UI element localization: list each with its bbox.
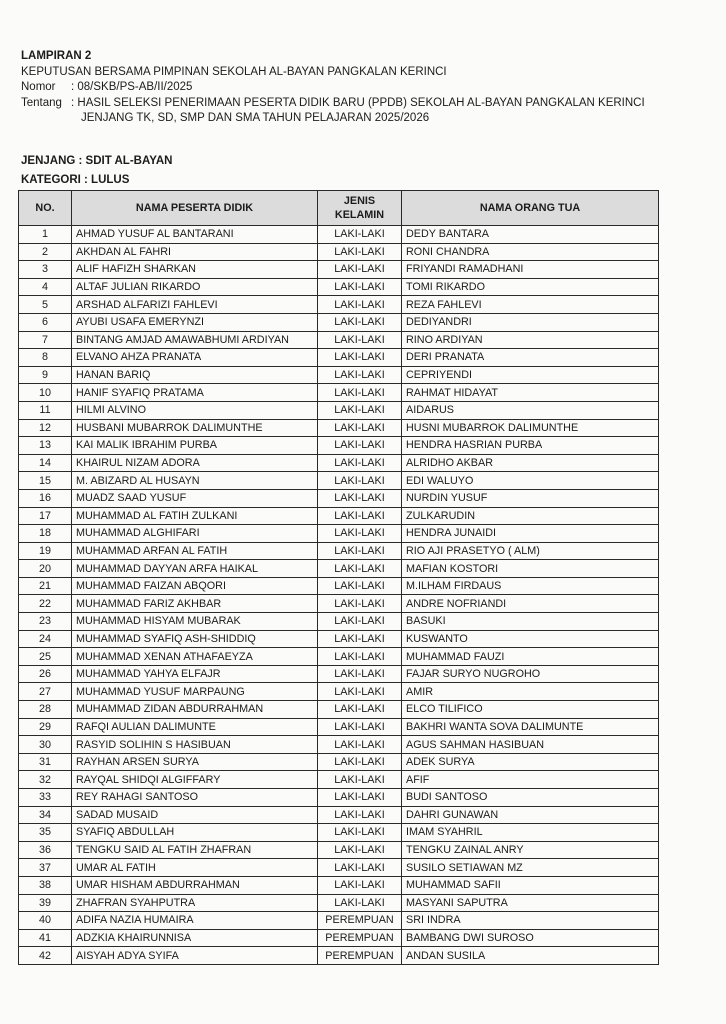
cell-nama-peserta: HANAN BARIQ — [72, 366, 318, 384]
nomor-label: Nomor — [21, 81, 56, 94]
table-row — [19, 349, 659, 367]
cell-nama-orang-tua: TENGKU ZAINAL ANRY — [402, 841, 659, 859]
cell-jenis-kelamin: LAKI-LAKI — [318, 331, 402, 349]
cell-no: 40 — [19, 912, 72, 930]
cell-nama-orang-tua: HENDRA HASRIAN PURBA — [402, 437, 659, 455]
cell-no: 39 — [19, 894, 72, 912]
table-row — [19, 736, 659, 754]
cell-no: 37 — [19, 859, 72, 877]
table-row — [19, 718, 659, 736]
cell-jenis-kelamin: LAKI-LAKI — [318, 665, 402, 683]
cell-nama-orang-tua: BUDI SANTOSO — [402, 789, 659, 807]
cell-jenis-kelamin: LAKI-LAKI — [318, 701, 402, 719]
cell-no: 35 — [19, 824, 72, 842]
cell-jenis-kelamin: LAKI-LAKI — [318, 261, 402, 279]
cell-no: 3 — [19, 261, 72, 279]
table-row — [19, 894, 659, 912]
cell-nama-orang-tua: ELCO TILIFICO — [402, 701, 659, 719]
table-row — [19, 683, 659, 701]
cell-no: 17 — [19, 507, 72, 525]
cell-jenis-kelamin: LAKI-LAKI — [318, 648, 402, 666]
cell-jenis-kelamin: LAKI-LAKI — [318, 419, 402, 437]
table-row — [19, 366, 659, 384]
cell-no: 16 — [19, 489, 72, 507]
cell-nama-peserta: MUHAMMAD FAIZAN ABQORI — [72, 577, 318, 595]
kategori-label: KATEGORI : LULUS — [21, 174, 130, 186]
table-row — [19, 648, 659, 666]
cell-no: 5 — [19, 296, 72, 314]
cell-no: 36 — [19, 841, 72, 859]
cell-nama-peserta: REY RAHAGI SANTOSO — [72, 789, 318, 807]
cell-nama-peserta: AKHDAN AL FAHRI — [72, 243, 318, 261]
table-row — [19, 472, 659, 490]
cell-nama-orang-tua: SRI INDRA — [402, 912, 659, 930]
cell-nama-peserta: MUHAMMAD XENAN ATHAFAEYZA — [72, 648, 318, 666]
cell-nama-peserta: ZHAFRAN SYAHPUTRA — [72, 894, 318, 912]
cell-nama-peserta: MUHAMMAD YUSUF MARPAUNG — [72, 683, 318, 701]
cell-nama-peserta: HUSBANI MUBARROK DALIMUNTHE — [72, 419, 318, 437]
table-row — [19, 824, 659, 842]
cell-nama-peserta: MUHAMMAD YAHYA ELFAJR — [72, 665, 318, 683]
cell-nama-orang-tua: NURDIN YUSUF — [402, 489, 659, 507]
table-row — [19, 507, 659, 525]
cell-nama-orang-tua: BAMBANG DWI SUROSO — [402, 929, 659, 947]
cell-jenis-kelamin: LAKI-LAKI — [318, 296, 402, 314]
cell-nama-peserta: AYUBI USAFA EMERYNZI — [72, 313, 318, 331]
cell-nama-peserta: M. ABIZARD AL HUSAYN — [72, 472, 318, 490]
cell-no: 32 — [19, 771, 72, 789]
cell-nama-peserta: HANIF SYAFIQ PRATAMA — [72, 384, 318, 402]
cell-jenis-kelamin: LAKI-LAKI — [318, 753, 402, 771]
cell-nama-peserta: MUHAMMAD HISYAM MUBARAK — [72, 613, 318, 631]
cell-nama-orang-tua: RIO AJI PRASETYO ( ALM) — [402, 542, 659, 560]
cell-jenis-kelamin: LAKI-LAKI — [318, 226, 402, 244]
cell-jenis-kelamin: LAKI-LAKI — [318, 507, 402, 525]
cell-nama-orang-tua: FRIYANDI RAMADHANI — [402, 261, 659, 279]
cell-jenis-kelamin: LAKI-LAKI — [318, 736, 402, 754]
nomor-row — [21, 80, 645, 96]
table-row — [19, 771, 659, 789]
cell-nama-orang-tua: EDI WALUYO — [402, 472, 659, 490]
cell-jenis-kelamin: LAKI-LAKI — [318, 313, 402, 331]
cell-nama-peserta: MUHAMMAD AL FATIH ZULKANI — [72, 507, 318, 525]
table-row — [19, 789, 659, 807]
cell-no: 14 — [19, 454, 72, 472]
cell-nama-peserta: RAYHAN ARSEN SURYA — [72, 753, 318, 771]
cell-nama-peserta: BINTANG AMJAD AMAWABHUMI ARDIYAN — [72, 331, 318, 349]
cell-no: 30 — [19, 736, 72, 754]
cell-nama-orang-tua: ALRIDHO AKBAR — [402, 454, 659, 472]
cell-no: 27 — [19, 683, 72, 701]
cell-nama-peserta: RASYID SOLIHIN S HASIBUAN — [72, 736, 318, 754]
table-row — [19, 929, 659, 947]
cell-no: 9 — [19, 366, 72, 384]
cell-nama-peserta: AHMAD YUSUF AL BANTARANI — [72, 226, 318, 244]
cell-jenis-kelamin: LAKI-LAKI — [318, 384, 402, 402]
cell-nama-orang-tua: MUHAMMAD SAFII — [402, 876, 659, 894]
cell-nama-peserta: ARSHAD ALFARIZI FAHLEVI — [72, 296, 318, 314]
cell-no: 6 — [19, 313, 72, 331]
cell-nama-orang-tua: IMAM SYAHRIL — [402, 824, 659, 842]
cell-nama-orang-tua: ZULKARUDIN — [402, 507, 659, 525]
cell-jenis-kelamin: LAKI-LAKI — [318, 630, 402, 648]
cell-nama-peserta: SADAD MUSAID — [72, 806, 318, 824]
cell-nama-orang-tua: FAJAR SURYO NUGROHO — [402, 665, 659, 683]
cell-nama-peserta: MUHAMMAD SYAFIQ ASH-SHIDDIQ — [72, 630, 318, 648]
table-row — [19, 313, 659, 331]
cell-nama-orang-tua: TOMI RIKARDO — [402, 278, 659, 296]
cell-jenis-kelamin: PEREMPUAN — [318, 929, 402, 947]
cell-no: 20 — [19, 560, 72, 578]
cell-nama-orang-tua: MASYANI SAPUTRA — [402, 894, 659, 912]
table-row — [19, 401, 659, 419]
cell-nama-peserta: UMAR HISHAM ABDURRAHMAN — [72, 876, 318, 894]
cell-nama-orang-tua: RONI CHANDRA — [402, 243, 659, 261]
column-header-nama: NAMA PESERTA DIDIK — [72, 191, 318, 226]
cell-nama-orang-tua: ANDAN SUSILA — [402, 947, 659, 965]
cell-no: 4 — [19, 278, 72, 296]
cell-nama-orang-tua: SUSILO SETIAWAN MZ — [402, 859, 659, 877]
cell-no: 13 — [19, 437, 72, 455]
cell-nama-orang-tua: BASUKI — [402, 613, 659, 631]
cell-nama-orang-tua: AFIF — [402, 771, 659, 789]
table-row — [19, 542, 659, 560]
table-row — [19, 665, 659, 683]
cell-no: 18 — [19, 525, 72, 543]
cell-nama-peserta: MUHAMMAD FARIZ AKHBAR — [72, 595, 318, 613]
cell-nama-peserta: TENGKU SAID AL FATIH ZHAFRAN — [72, 841, 318, 859]
cell-jenis-kelamin: LAKI-LAKI — [318, 771, 402, 789]
cell-nama-peserta: ELVANO AHZA PRANATA — [72, 349, 318, 367]
table-row — [19, 226, 659, 244]
cell-jenis-kelamin: LAKI-LAKI — [318, 683, 402, 701]
cell-nama-orang-tua: DEDY BANTARA — [402, 226, 659, 244]
cell-nama-peserta: KHAIRUL NIZAM ADORA — [72, 454, 318, 472]
table-row — [19, 753, 659, 771]
cell-jenis-kelamin: LAKI-LAKI — [318, 525, 402, 543]
cell-jenis-kelamin: LAKI-LAKI — [318, 876, 402, 894]
cell-nama-peserta: SYAFIQ ABDULLAH — [72, 824, 318, 842]
cell-jenis-kelamin: LAKI-LAKI — [318, 560, 402, 578]
cell-nama-orang-tua: REZA FAHLEVI — [402, 296, 659, 314]
cell-nama-orang-tua: DERI PRANATA — [402, 349, 659, 367]
cell-no: 23 — [19, 613, 72, 631]
tentang-label: Tentang — [21, 96, 62, 109]
cell-no: 38 — [19, 876, 72, 894]
table-row — [19, 595, 659, 613]
cell-nama-orang-tua: MUHAMMAD FAUZI — [402, 648, 659, 666]
cell-jenis-kelamin: LAKI-LAKI — [318, 841, 402, 859]
table-row — [19, 489, 659, 507]
table-row — [19, 560, 659, 578]
table-row — [19, 947, 659, 965]
cell-nama-orang-tua: ADEK SURYA — [402, 753, 659, 771]
lampiran-title: LAMPIRAN 2 — [21, 50, 92, 62]
table-row — [19, 243, 659, 261]
column-header-no: NO. — [19, 191, 72, 226]
table-body — [19, 226, 659, 965]
cell-nama-orang-tua: MAFIAN KOSTORI — [402, 560, 659, 578]
cell-nama-orang-tua: KUSWANTO — [402, 630, 659, 648]
cell-nama-peserta: AISYAH ADYA SYIFA — [72, 947, 318, 965]
cell-jenis-kelamin: LAKI-LAKI — [318, 278, 402, 296]
cell-nama-orang-tua: AMIR — [402, 683, 659, 701]
cell-jenis-kelamin: LAKI-LAKI — [318, 489, 402, 507]
cell-no: 24 — [19, 630, 72, 648]
cell-no: 29 — [19, 718, 72, 736]
cell-jenis-kelamin: LAKI-LAKI — [318, 789, 402, 807]
table-row — [19, 630, 659, 648]
cell-jenis-kelamin: LAKI-LAKI — [318, 366, 402, 384]
cell-no: 7 — [19, 331, 72, 349]
table-row — [19, 859, 659, 877]
cell-no: 33 — [19, 789, 72, 807]
cell-no: 26 — [19, 665, 72, 683]
cell-jenis-kelamin: LAKI-LAKI — [318, 243, 402, 261]
tentang-value-2: JENJANG TK, SD, SMP DAN SMA TAHUN PELAJARAN 2025/2026 — [81, 112, 430, 125]
cell-jenis-kelamin: LAKI-LAKI — [318, 859, 402, 877]
cell-nama-peserta: MUHAMMAD ARFAN AL FATIH — [72, 542, 318, 560]
cell-no: 8 — [19, 349, 72, 367]
table-row — [19, 701, 659, 719]
cell-nama-peserta: ALTAF JULIAN RIKARDO — [72, 278, 318, 296]
cell-nama-peserta: UMAR AL FATIH — [72, 859, 318, 877]
table-row — [19, 384, 659, 402]
table-row — [19, 454, 659, 472]
cell-jenis-kelamin: LAKI-LAKI — [318, 824, 402, 842]
cell-nama-peserta: HILMI ALVINO — [72, 401, 318, 419]
cell-no: 1 — [19, 226, 72, 244]
cell-nama-peserta: ALIF HAFIZH SHARKAN — [72, 261, 318, 279]
cell-jenis-kelamin: LAKI-LAKI — [318, 595, 402, 613]
keputusan-title: KEPUTUSAN BERSAMA PIMPINAN SEKOLAH AL-BAYAN PANGKALAN KERINCI — [21, 65, 447, 78]
column-header-jenis-kelamin-text: JENIS KELAMIN — [334, 195, 385, 221]
table-row — [19, 437, 659, 455]
cell-jenis-kelamin: LAKI-LAKI — [318, 472, 402, 490]
table-row — [19, 419, 659, 437]
cell-jenis-kelamin: LAKI-LAKI — [318, 806, 402, 824]
tentang-value-1: : HASIL SELEKSI PENERIMAAN PESERTA DIDIK BARU (PPDB) SEKOLAH AL-BAYAN PANGKALAN KERINCI — [71, 96, 645, 109]
cell-no: 10 — [19, 384, 72, 402]
cell-jenis-kelamin: LAKI-LAKI — [318, 613, 402, 631]
column-header-orang-tua: NAMA ORANG TUA — [402, 191, 659, 226]
cell-nama-peserta: MUHAMMAD ALGHIFARI — [72, 525, 318, 543]
table-row — [19, 331, 659, 349]
cell-no: 11 — [19, 401, 72, 419]
cell-nama-orang-tua: DEDIYANDRI — [402, 313, 659, 331]
tentang-row — [21, 96, 645, 112]
cell-no: 22 — [19, 595, 72, 613]
table-row — [19, 261, 659, 279]
cell-jenis-kelamin: PEREMPUAN — [318, 912, 402, 930]
cell-no: 28 — [19, 701, 72, 719]
table-row — [19, 806, 659, 824]
cell-nama-peserta: ADIFA NAZIA HUMAIRA — [72, 912, 318, 930]
cell-nama-orang-tua: RINO ARDIYAN — [402, 331, 659, 349]
cell-nama-orang-tua: DAHRI GUNAWAN — [402, 806, 659, 824]
cell-no: 41 — [19, 929, 72, 947]
cell-no: 34 — [19, 806, 72, 824]
table-row — [19, 876, 659, 894]
nomor-value: : 08/SKB/PS-AB/II/2025 — [71, 81, 193, 94]
table-header-row — [19, 191, 659, 226]
table-row — [19, 577, 659, 595]
cell-nama-peserta: RAFQI AULIAN DALIMUNTE — [72, 718, 318, 736]
document-header — [21, 49, 645, 127]
cell-no: 12 — [19, 419, 72, 437]
cell-nama-orang-tua: ANDRE NOFRIANDI — [402, 595, 659, 613]
cell-jenis-kelamin: LAKI-LAKI — [318, 718, 402, 736]
jenjang-label: JENJANG : SDIT AL-BAYAN — [21, 155, 173, 167]
cell-no: 15 — [19, 472, 72, 490]
cell-nama-orang-tua: AIDARUS — [402, 401, 659, 419]
cell-jenis-kelamin: LAKI-LAKI — [318, 401, 402, 419]
table-row — [19, 278, 659, 296]
cell-nama-orang-tua: RAHMAT HIDAYAT — [402, 384, 659, 402]
cell-nama-orang-tua: M.ILHAM FIRDAUS — [402, 577, 659, 595]
cell-nama-orang-tua: AGUS SAHMAN HASIBUAN — [402, 736, 659, 754]
cell-nama-orang-tua: HENDRA JUNAIDI — [402, 525, 659, 543]
cell-no: 19 — [19, 542, 72, 560]
column-header-jenis-kelamin — [318, 191, 402, 226]
cell-nama-peserta: ADZKIA KHAIRUNNISA — [72, 929, 318, 947]
cell-jenis-kelamin: LAKI-LAKI — [318, 894, 402, 912]
cell-nama-orang-tua: HUSNI MUBARROK DALIMUNTHE — [402, 419, 659, 437]
cell-nama-peserta: RAYQAL SHIDQI ALGIFFARY — [72, 771, 318, 789]
cell-jenis-kelamin: LAKI-LAKI — [318, 542, 402, 560]
cell-jenis-kelamin: LAKI-LAKI — [318, 437, 402, 455]
cell-jenis-kelamin: LAKI-LAKI — [318, 577, 402, 595]
cell-no: 31 — [19, 753, 72, 771]
cell-nama-peserta: MUHAMMAD DAYYAN ARFA HAIKAL — [72, 560, 318, 578]
table-row — [19, 525, 659, 543]
cell-jenis-kelamin: PEREMPUAN — [318, 947, 402, 965]
table-row — [19, 296, 659, 314]
cell-nama-peserta: KAI MALIK IBRAHIM PURBA — [72, 437, 318, 455]
student-table — [18, 190, 659, 965]
cell-jenis-kelamin: LAKI-LAKI — [318, 349, 402, 367]
cell-no: 42 — [19, 947, 72, 965]
cell-no: 2 — [19, 243, 72, 261]
table-row — [19, 912, 659, 930]
cell-jenis-kelamin: LAKI-LAKI — [318, 454, 402, 472]
cell-nama-orang-tua: BAKHRI WANTA SOVA DALIMUNTE — [402, 718, 659, 736]
cell-nama-orang-tua: CEPRIYENDI — [402, 366, 659, 384]
cell-no: 25 — [19, 648, 72, 666]
cell-nama-peserta: MUADZ SAAD YUSUF — [72, 489, 318, 507]
cell-nama-peserta: MUHAMMAD ZIDAN ABDURRAHMAN — [72, 701, 318, 719]
cell-no: 21 — [19, 577, 72, 595]
table-row — [19, 613, 659, 631]
table-row — [19, 841, 659, 859]
